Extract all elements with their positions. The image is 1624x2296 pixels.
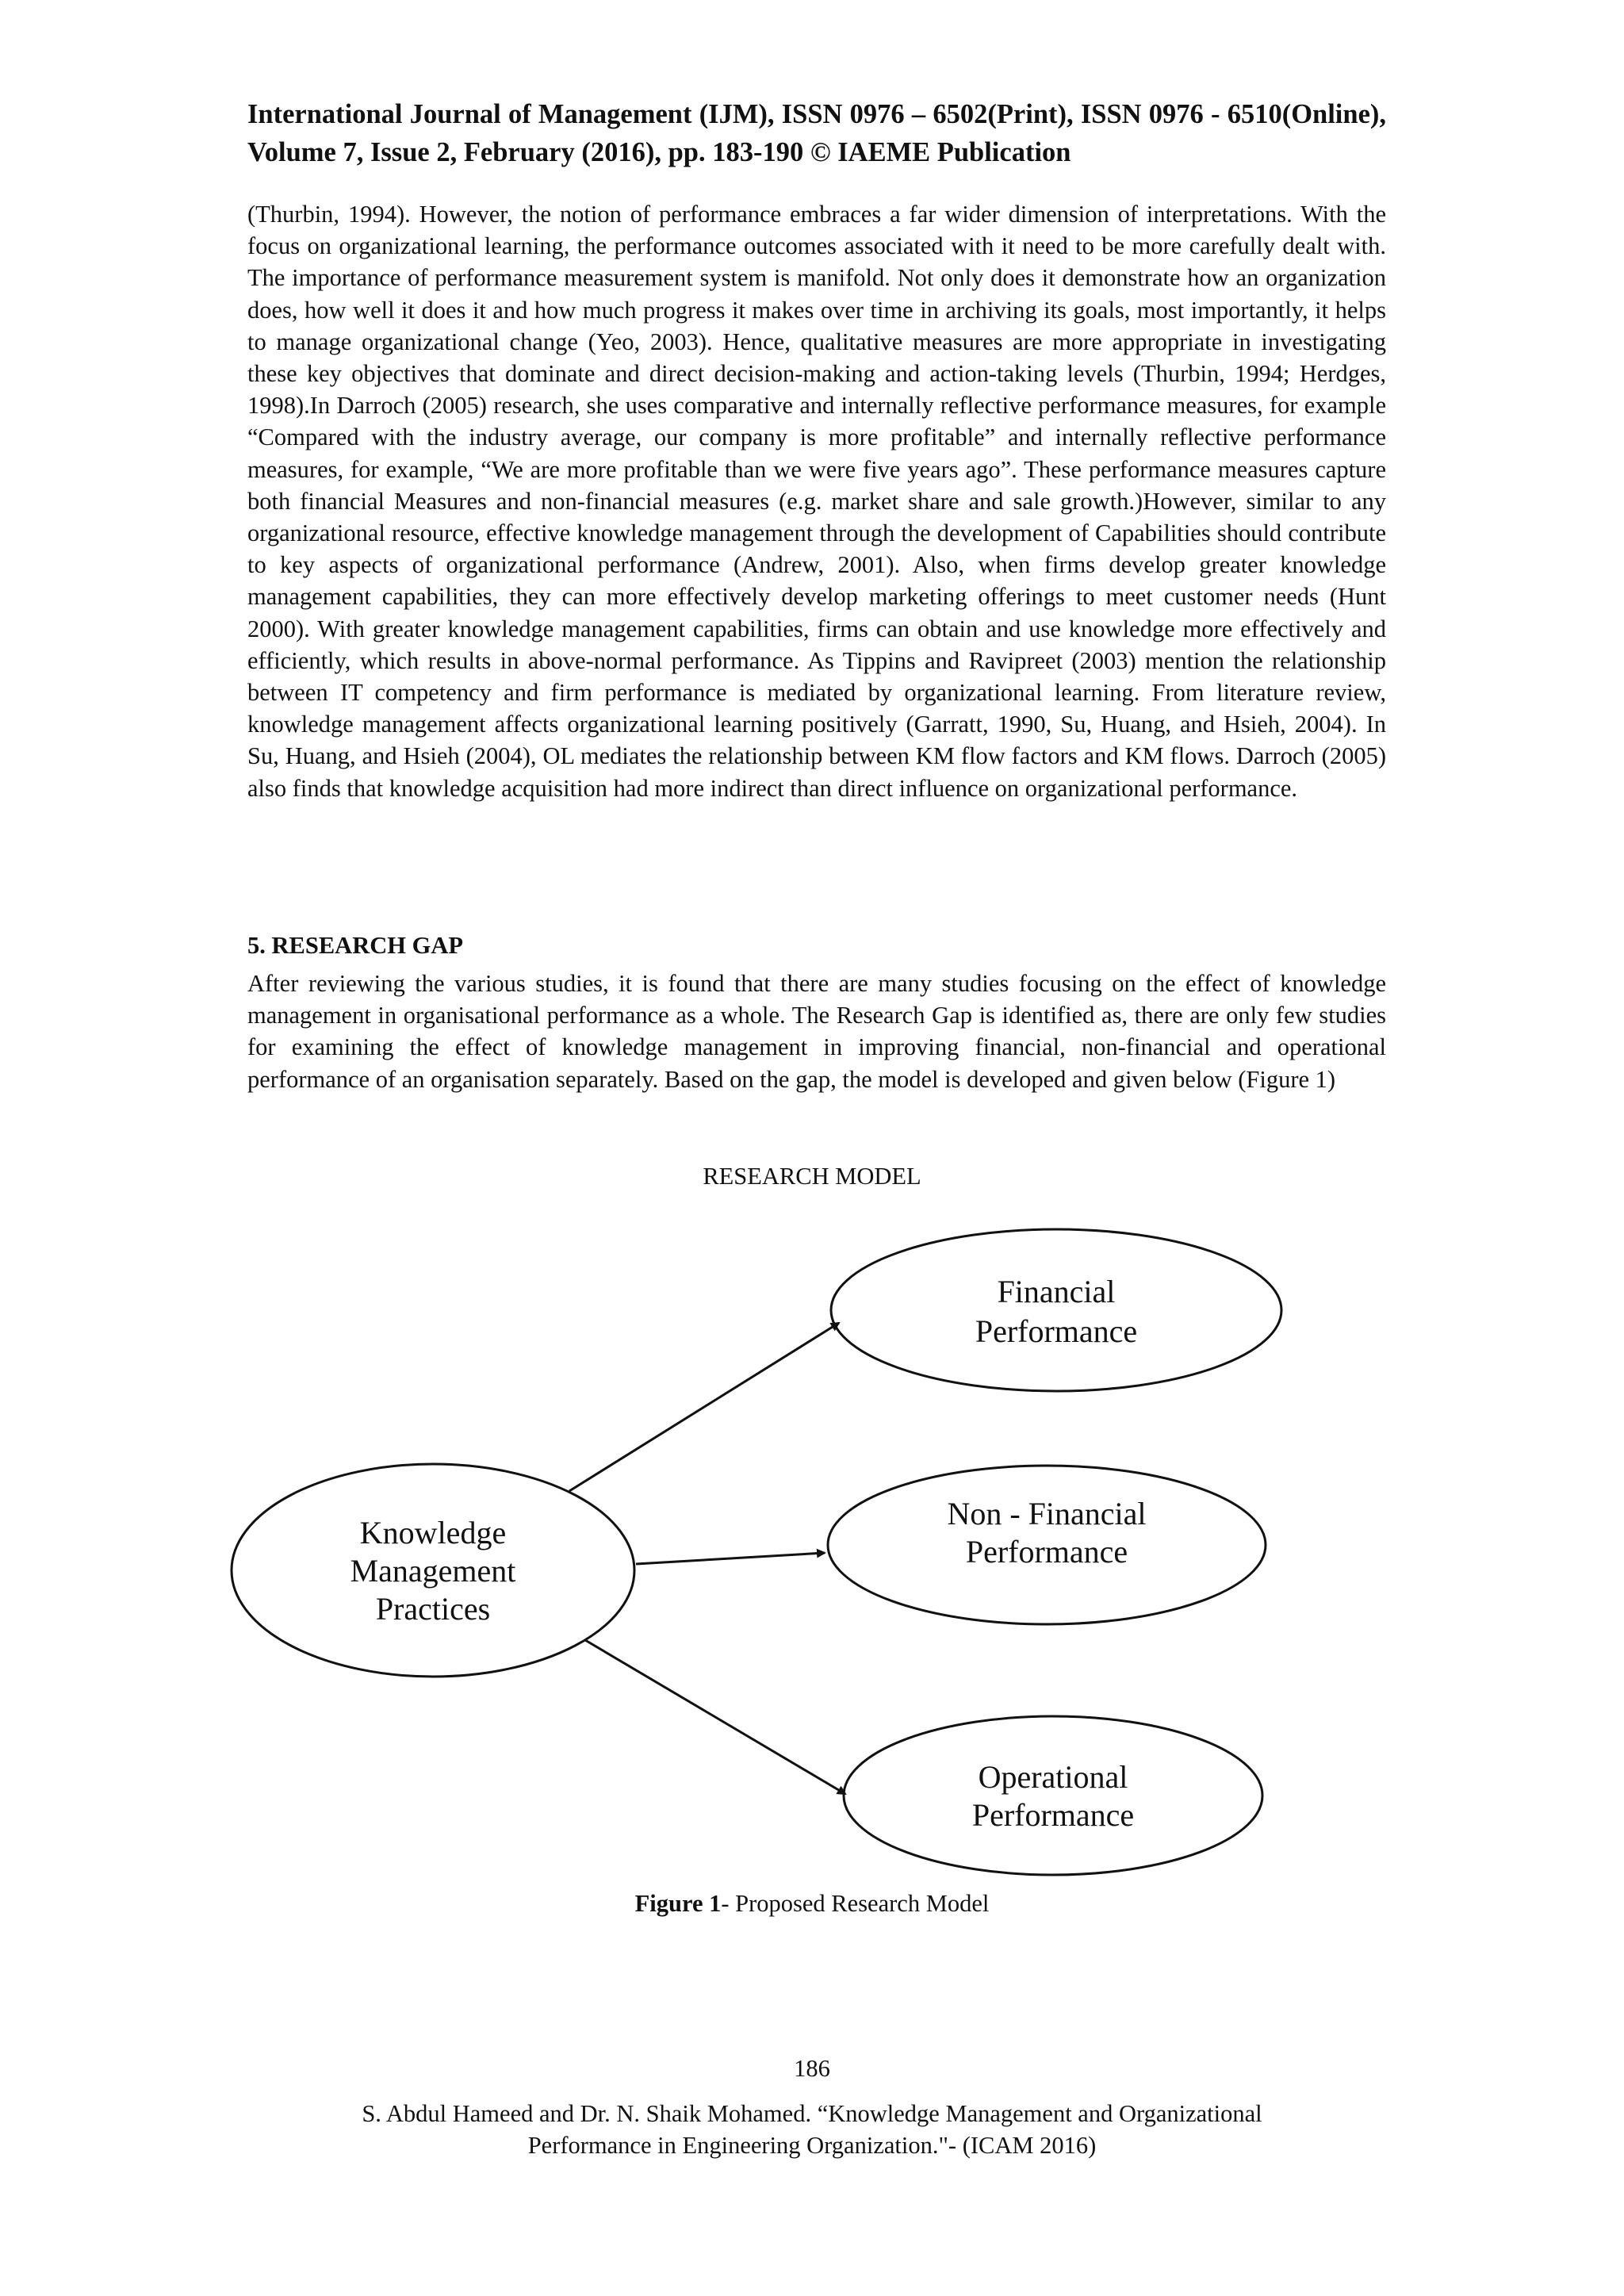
node-label-line: Operational <box>978 1759 1128 1795</box>
page-number: 186 <box>794 2055 830 2082</box>
node-knowledge-management-practices <box>232 1464 634 1677</box>
footer-line-1: S. Abdul Hameed and Dr. N. Shaik Mohamed. “Knowledge Management and Organizational <box>362 2100 1262 2127</box>
arrow-to-operational <box>585 1640 845 1794</box>
body-paragraph-1: (Thurbin, 1994). However, the notion of performance embraces a far wider dimension of interpretations. With the focus on organizational learning, the performance outcomes associated with it need to be more carefully dealt with. The importance of performance measurement system is manifold. Not only does it demonstrate how an organization does, how well it does it and how much progress it makes over time in archiving its goals, most importantly, it helps to manage organizational change (Yeo, 2003). Hence, qualitative measures are more appropriate in investigating these key objectives that dominate and direct decision-making and action-taking levels (Thurbin, 1994; Herdges, 1998).In Darroch (2005) research, she uses comparative and internally reflective performance measures, for example “Compared with the industry average, our company is more profitable” and internally reflective performance measures, for example, “We are more profitable than we were five years ago”. These performance measures capture both financial Measures and non-financial measures (e.g. market share and sale growth.)However, similar to any organizational resource, effective knowledge management through the development of Capabilities should contribute to key aspects of organizational performance (Andrew, 2001). Also, when firms develop greater knowledge management capabilities, they can more effectively develop marketing offerings to meet customer needs (Hunt 2000). With greater knowledge management capabilities, firms can obtain and use knowledge more effectively and efficiently, which results in above-normal performance. As Tippins and Ravipreet (2003) mention the relationship between IT competency and firm performance is mediated by organizational learning. From literature review, knowledge management affects organizational learning positively (Garratt, 1990, Su, Huang, and Hsieh, 2004). In Su, Huang, and Hsieh (2004), OL mediates the relationship between KM flow factors and KM flows. Darroch (2005) also finds that knowledge acquisition had more indirect than direct influence on organizational performance. <box>247 201 1386 802</box>
node-label-line: Management <box>350 1553 516 1589</box>
node-label-line: Performance <box>965 1534 1128 1570</box>
node-label-line: Practices <box>375 1591 491 1627</box>
body-paragraph-research-gap: After reviewing the various studies, it is found that there are many studies focusing on the effect of knowledge management in organisational performance as a whole. The Research Gap is identified as, there are only few studies for examining the effect of knowledge management in improving financial, non-financial and operational performance of an organisation separately. Based on the gap, the model is developed and given below (Figure 1) <box>247 970 1386 1093</box>
node-label-line: Financial <box>997 1274 1116 1309</box>
node-non-financial-performance <box>828 1466 1266 1624</box>
figure-caption-text: - Proposed Research Model <box>721 1890 990 1917</box>
section-heading-research-gap: 5. RESEARCH GAP <box>247 932 463 959</box>
node-label-line: Knowledge <box>359 1515 507 1550</box>
arrow-to-financial <box>569 1323 839 1491</box>
node-operational-performance <box>844 1716 1262 1875</box>
footer-line-2: Performance in Engineering Organization."- (ICAM 2016) <box>527 2132 1097 2159</box>
node-financial-performance <box>831 1229 1281 1391</box>
footer-citation <box>0 2098 1624 2161</box>
node-label-line: Performance <box>975 1313 1138 1349</box>
figure-caption-label: Figure 1 <box>634 1890 722 1917</box>
node-label-line: Non - Financial <box>947 1496 1147 1531</box>
journal-header: International Journal of Management (IJM), ISSN 0976 – 6502(Print), ISSN 0976 - 6510(Online), Volume 7, Issue 2, February (2016), pp. 183-190 © IAEME Publication <box>247 99 1386 167</box>
figure-caption <box>0 1888 1624 1919</box>
figure-title: RESEARCH MODEL <box>703 1163 921 1190</box>
node-label-line: Performance <box>971 1797 1135 1833</box>
arrow-to-non-financial <box>636 1553 825 1564</box>
